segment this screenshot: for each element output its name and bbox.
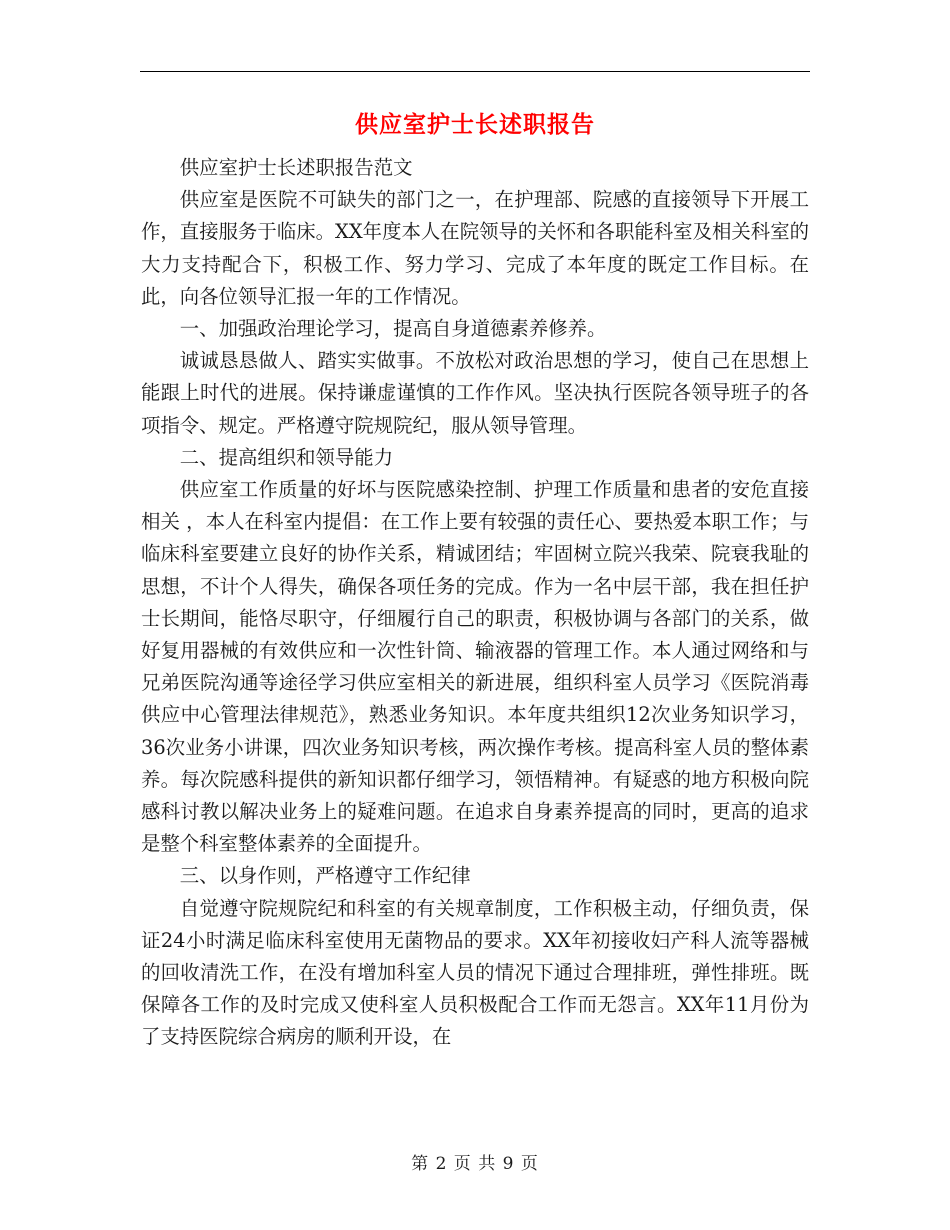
page-number-footer: 第 2 页 共 9 页 bbox=[411, 1154, 539, 1174]
paragraph-subtitle: 供应室护士长述职报告范文 bbox=[179, 156, 413, 179]
paragraph-section-3: 自觉遵守院规院纪和科室的有关规章制度，工作积极主动，仔细负责，保证24小时满足临床科室使用无菌物品的要求。XX年初接收妇产科人流等器械的回收清洗工作，在没有增加科室人员的情况下通过合理排班，弹性排班。既保障各工作的及时完成又使科室人员积极配合工作而无怨言。XX年11月份为了支持医院综合病房的顺利开设，在 bbox=[141, 896, 809, 1049]
section-heading-1: 一、加强政治理论学习，提高自身道德素养修养。 bbox=[179, 317, 607, 341]
section-heading-3: 三、以身作则，严格遵守工作纪律 bbox=[179, 864, 471, 888]
paragraph-section-2: 供应室工作质量的好坏与医院感染控制、护理工作质量和患者的安危直接相关 ，本人在科室内提倡：在工作上要有较强的责任心、要热爱本职工作；与临床科室要建立良好的协作关系，精诚团结；牢固树立院兴我荣、院衰我耻的思想，不计个人得失，确保各项任务的完成。作为一名中层干部，我在担任护士长期间，能恪尽职守，仔细履行自己的职责，积极协调与各部门的关系，做好复用器械的有效供应和一次性针筒、输液器的管理工作。本人通过网络和与兄弟医院沟通等途径学习供应室相关的新进展，组织科室人员学习《医院消毒供应中心管理法律规范》，熟悉业务知识。本年度共组织12次业务知识学习，36次业务小讲课，四次业务知识考核，两次操作考核。提高科室人员的整体素养。每次院感科提供的新知识都仔细学习，领悟精神。有疑惑的地方积极向院感科讨教以解决业务上的疑难问题。在追求自身素养提高的同时，更高的追求是整个科室整体素养的全面提升。 bbox=[141, 478, 809, 856]
document-title: 供应室护士长述职报告 bbox=[355, 111, 595, 138]
paragraph-intro: 供应室是医院不可缺失的部门之一，在护理部、院感的直接领导下开展工作，直接服务于临床。XX年度本人在院领导的关怀和各职能科室及相关科室的大力支持配合下，积极工作、努力学习、完成了本年度的既定工作目标。在此，向各位领导汇报一年的工作情况。 bbox=[141, 188, 809, 308]
section-heading-2: 二、提高组织和领导能力 bbox=[179, 445, 394, 469]
paragraph-section-1: 诚诚恳恳做人、踏实实做事。不放松对政治思想的学习，使自己在思想上能跟上时代的进展。保持谦虚谨慎的工作作风。坚决执行医院各领导班子的各项指令、规定。严格遵守院规院纪，服从领导管理。 bbox=[141, 349, 809, 437]
document-body bbox=[141, 152, 809, 1054]
header-rule bbox=[140, 71, 810, 72]
